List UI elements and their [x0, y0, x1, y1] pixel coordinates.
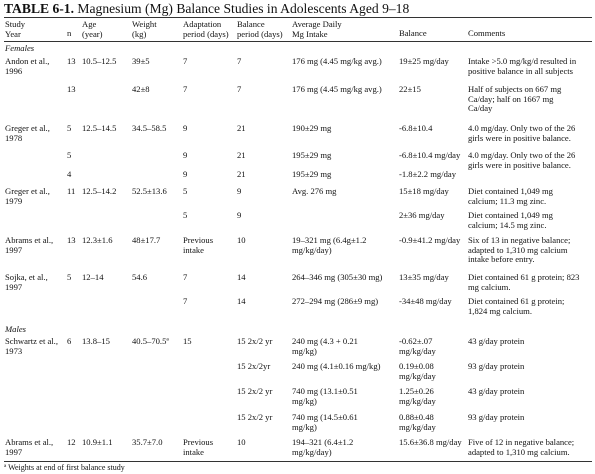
cell-comments: Five of 12 in negative balance; adapted to 1,310 mg calcium. — [468, 437, 575, 457]
table-title-label: TABLE 6-1. — [4, 1, 74, 16]
cell-adaptation: 7 — [183, 272, 188, 282]
cell-comments: Diet contained 61 g protein; 1,824 mg calcium. — [468, 296, 565, 316]
cell-balance: 22±15 — [399, 84, 421, 94]
cell-balance-period: 7 — [237, 84, 242, 94]
cell-adaptation: 15 — [183, 336, 192, 346]
cell-intake: 240 mg (4.3 + 0.21 mg/kg) — [292, 336, 358, 356]
cell-adaptation: 7 — [183, 84, 188, 94]
cell-comments: Intake >5.0 mg/kg/d resulted in positive balance in all subjects — [468, 56, 577, 76]
cell-balance-period: 14 — [237, 296, 246, 306]
cell-comments: 4.0 mg/day. Only two of the 26 girls were in positive balance. — [468, 123, 576, 143]
cell-adaptation: Previous intake — [183, 437, 214, 457]
cell-weight: 52.5±13.6 — [132, 186, 167, 196]
cell-n: 5 — [67, 150, 72, 160]
table-title — [4, 1, 592, 17]
cell-adaptation: 5 — [183, 210, 188, 220]
cell-age: 12.5–14.2 — [82, 186, 117, 196]
cell-balance-period: 15 2x/2 yr — [237, 336, 273, 346]
cell-comments: 93 g/day protein — [468, 361, 525, 371]
cell-comments: Half of subjects on 667 mg Ca/day; half on 1667 mg Ca/day — [468, 84, 562, 114]
bottom-rule — [4, 461, 592, 462]
cell-intake: 740 mg (14.5±0.61 mg/kg) — [292, 412, 358, 432]
cell-adaptation: 9 — [183, 123, 188, 133]
cell-intake: 176 mg (4.45 mg/kg avg.) — [292, 56, 382, 66]
footnote: ª Weights at end of first balance study — [4, 463, 125, 472]
cell-intake: Avg. 276 mg — [292, 186, 337, 196]
cell-n: 12 — [67, 437, 76, 447]
cell-weight: 39±5 — [132, 56, 150, 66]
cell-intake: 272–294 mg (286±9 mg) — [292, 296, 379, 306]
cell-balance: -6.8±10.4 mg/day — [399, 150, 461, 160]
cell-intake: 195±29 mg — [292, 169, 332, 179]
header-weight: Weight (kg) — [132, 19, 157, 39]
cell-study: Greger et al., 1979 — [5, 186, 50, 206]
cell-comments: 4.0 mg/day. Only two of the 26 girls were in positive balance. — [468, 150, 576, 170]
header-study: Study Year — [5, 19, 26, 39]
cell-intake: 195±29 mg — [292, 150, 332, 160]
header-intake: Average Daily Mg Intake — [292, 19, 342, 39]
cell-n: 13 — [67, 235, 76, 245]
cell-weight: 40.5–70.5ª — [132, 336, 169, 346]
cell-comments: Diet contained 61 g protein; 823 mg calcium. — [468, 272, 580, 292]
cell-balance: -1.8±2.2 mg/day — [399, 169, 456, 179]
cell-age: 12.5–14.5 — [82, 123, 117, 133]
header-balance-period: Balance period (days) — [237, 19, 283, 39]
cell-balance: 15±18 mg/day — [399, 186, 449, 196]
cell-balance: -0.9±41.2 mg/day — [399, 235, 461, 245]
cell-balance: 19±25 mg/day — [399, 56, 449, 66]
cell-balance: 1.25±0.26 mg/kg/day — [399, 386, 436, 406]
cell-balance: 0.88±0.48 mg/kg/day — [399, 412, 436, 432]
cell-balance: 2±36 mg/day — [399, 210, 445, 220]
header-adaptation: Adaptation period (days) — [183, 19, 229, 39]
cell-balance-period: 9 — [237, 210, 242, 220]
cell-n: 13 — [67, 84, 76, 94]
cell-balance-period: 7 — [237, 56, 242, 66]
cell-adaptation: Previous intake — [183, 235, 214, 255]
cell-study: Sojka, et al., 1997 — [5, 272, 48, 292]
cell-weight: 34.5–58.5 — [132, 123, 167, 133]
cell-balance: 0.19±0.08 mg/kg/day — [399, 361, 436, 381]
cell-comments: 43 g/day protein — [468, 336, 525, 346]
cell-adaptation: 9 — [183, 150, 188, 160]
cell-age: 10.9±1.1 — [82, 437, 113, 447]
cell-adaptation: 7 — [183, 296, 188, 306]
cell-study: Schwartz et al., 1973 — [5, 336, 58, 356]
header-comments: Comments — [468, 28, 506, 38]
cell-adaptation: 7 — [183, 56, 188, 66]
cell-weight: 54.6 — [132, 272, 148, 282]
cell-n: 6 — [67, 336, 72, 346]
cell-balance-period: 21 — [237, 150, 246, 160]
cell-intake: 176 mg (4.45 mg/kg avg.) — [292, 84, 382, 94]
cell-balance-period: 21 — [237, 123, 246, 133]
cell-balance: -6.8±10.4 — [399, 123, 433, 133]
top-rule — [4, 17, 592, 18]
section-males: Males — [5, 324, 27, 334]
cell-n: 4 — [67, 169, 72, 179]
cell-comments: Diet contained 1,049 mg calcium; 11.3 mg zinc. — [468, 186, 553, 206]
cell-weight: 42±8 — [132, 84, 150, 94]
cell-n: 5 — [67, 123, 72, 133]
cell-intake: 190±29 mg — [292, 123, 332, 133]
cell-intake: 264–346 mg (305±30 mg) — [292, 272, 383, 282]
cell-adaptation: 5 — [183, 186, 188, 196]
cell-study: Abrams et al., 1997 — [5, 235, 54, 255]
header-balance: Balance — [399, 28, 427, 38]
cell-comments: 93 g/day protein — [468, 412, 525, 422]
cell-balance-period: 15 2x/2 yr — [237, 386, 273, 396]
table-title-text: Magnesium (Mg) Balance Studies in Adolescents Aged 9–18 — [74, 1, 410, 16]
cell-n: 5 — [67, 272, 72, 282]
cell-weight: 35.7±7.0 — [132, 437, 163, 447]
cell-balance: -34±48 mg/day — [399, 296, 452, 306]
cell-comments: Six of 13 in negative balance; adapted to 1,310 mg calcium intake before entry. — [468, 235, 571, 265]
header-n: n — [67, 28, 72, 38]
cell-study: Abrams et al., 1997 — [5, 437, 54, 457]
cell-study: Andon et al., 1996 — [5, 56, 50, 76]
cell-balance: 15.6±36.8 mg/day — [399, 437, 462, 447]
cell-age: 10.5–12.5 — [82, 56, 117, 66]
cell-adaptation: 9 — [183, 169, 188, 179]
section-females: Females — [5, 43, 35, 53]
cell-balance-period: 10 — [237, 235, 246, 245]
cell-balance-period: 14 — [237, 272, 246, 282]
cell-balance-period: 9 — [237, 186, 242, 196]
cell-balance-period: 10 — [237, 437, 246, 447]
header-age: Age (year) — [82, 19, 103, 39]
cell-intake: 740 mg (13.1±0.51 mg/kg) — [292, 386, 358, 406]
cell-balance-period: 15 2x/2yr — [237, 361, 271, 371]
cell-age: 13.8–15 — [82, 336, 110, 346]
cell-n: 13 — [67, 56, 76, 66]
cell-weight: 48±17.7 — [132, 235, 161, 245]
cell-intake: 19–321 mg (6.4g±1.2 mg/kg/day) — [292, 235, 367, 255]
cell-balance-period: 21 — [237, 169, 246, 179]
cell-intake: 240 mg (4.1±0.16 mg/kg) — [292, 361, 381, 371]
cell-age: 12–14 — [82, 272, 104, 282]
cell-balance: 13±35 mg/day — [399, 272, 449, 282]
cell-balance-period: 15 2x/2 yr — [237, 412, 273, 422]
cell-intake: 194–321 (6.4±1.2 mg/kg/day) — [292, 437, 354, 457]
cell-study: Greger et al., 1978 — [5, 123, 50, 143]
cell-age: 12.3±1.6 — [82, 235, 113, 245]
cell-comments: Diet contained 1,049 mg calcium; 14.5 mg zinc. — [468, 210, 553, 230]
cell-n: 11 — [67, 186, 76, 196]
cell-balance: -0.62±.07 mg/kg/day — [399, 336, 436, 356]
header-rule — [4, 41, 592, 42]
cell-comments: 43 g/day protein — [468, 386, 525, 396]
